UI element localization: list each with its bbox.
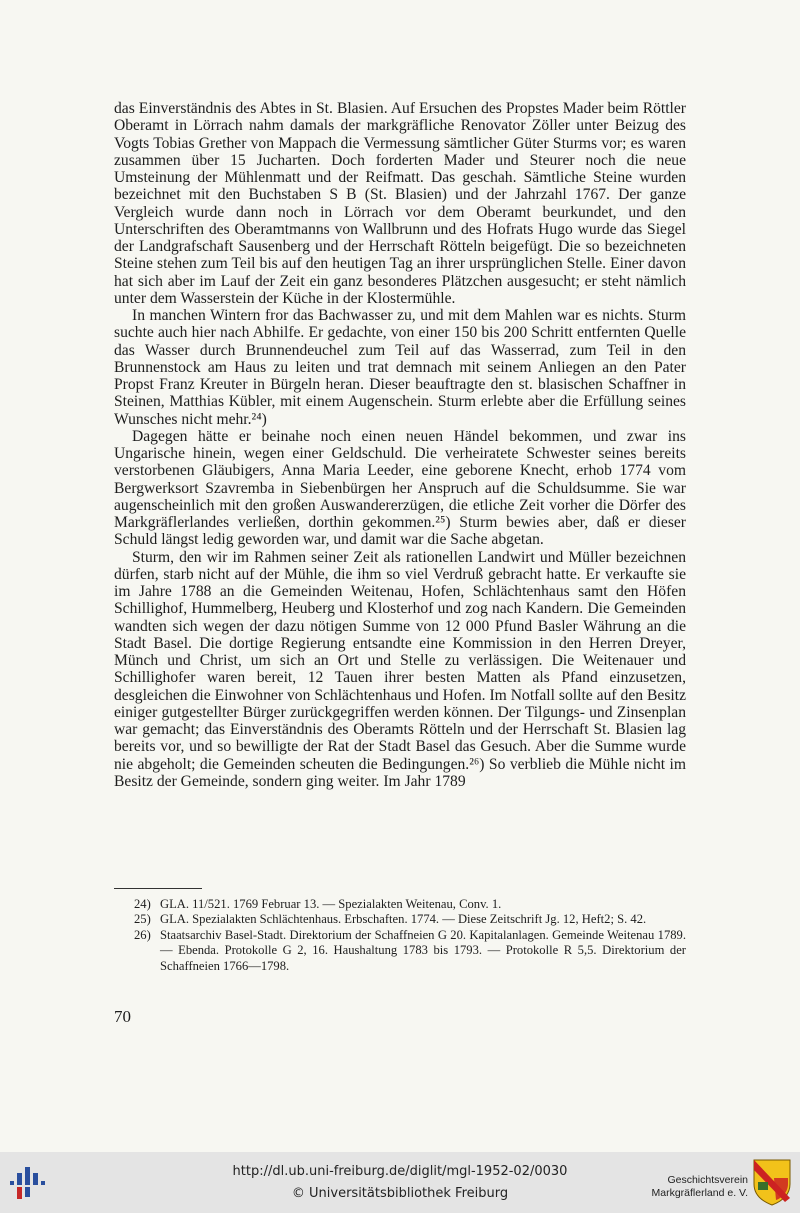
page-number: 70 bbox=[114, 1007, 131, 1026]
footnotes bbox=[134, 897, 686, 974]
society-name-line1: Geschichtsverein bbox=[667, 1174, 748, 1186]
footnote-divider bbox=[114, 888, 202, 889]
footnote-text: GLA. 11/521. 1769 Februar 13. — Spezialakten Weitenau, Conv. 1. bbox=[160, 897, 502, 911]
body-text bbox=[114, 100, 686, 790]
society-name-line2: Markgräflerland e. V. bbox=[651, 1187, 748, 1199]
coat-of-arms-icon[interactable] bbox=[752, 1158, 792, 1206]
footnote-25 bbox=[134, 912, 686, 927]
footer-copyright: © Universitätsbibliothek Freiburg bbox=[291, 1186, 509, 1201]
footnote-text: Staatsarchiv Basel-Stadt. Direktorium der Schaffneien G 20. Kapitalanlagen. Gemeinde Weitenau 1789. — Ebenda. Protokolle G 2, 16. Haushaltung 1783 bis 1793. — Protokolle R 5,5. Direktorium der Schaffneien 1766—1798. bbox=[160, 927, 686, 973]
footnote-number: 24) bbox=[134, 897, 151, 911]
paragraph-4: Sturm, den wir im Rahmen seiner Zeit als rationellen Landwirt und Müller bezeichnen dürfen, starb nicht auf der Mühle, die ihm so viel Verdruß gebracht hatte. Er verkaufte sie im Jahre 1788 an die Gemeinden Weitenau, Hofen, Schlächtenhaus samt den Höfen Schillighof, Hummelberg, Heuberg und Klosterhof und zog nach Kandern. Die Gemeinden wandten sich wegen der dazu nötigen Summe von 12 000 Pfund Basler Währung an die Stadt Basel. Die dortige Regierung entsandte eine Kommission in den Herren Dreyer, Münch und Christ, um sich an Ort und Stelle zu verlässigen. Die Weitenauer und Schillighofer waren bereit, 12 Tauen ihrer besten Matten als Pfand einzusetzen, desgleichen die Einwohner von Schlächtenhaus und Hofen. Im Notfall sollte auf den Besitz einiger gutgestellter Bürger zurückgegriffen werden können. Der Tilgungs- und Zinsenplan war gemacht; das Einverständnis des Oberamts Rötteln und der Herrschaft St. Blasien lag bereits vor, und so bewilligte der Rat der Stadt Basel das Gesuch. Aber die Summe wurde nie abgeholt; die Gemeinden scheuten die Bedingungen.²⁶) So verblieb die Mühle nicht im Besitz der Gemeinde, sondern ging weiter. Im Jahr 1789 bbox=[114, 548, 686, 790]
footnote-26 bbox=[134, 928, 686, 974]
paragraph-2: In manchen Wintern fror das Bachwasser zu, und mit dem Mahlen war es nichts. Sturm suchte auch hier nach Abhilfe. Er gedachte, von einer 150 bis 200 Schritt entfernten Quelle das Wasser durch Brunnendeuchel zum Teil auf das Wasserrad, zum Teil in den Brunnenstock am Haus zu leiten und trat demnach mit seinem Anliegen an den Pater Propst Franz Kreuter in Bürgeln heran. Dieser beauftragte den st. blasischen Schaffner in Steinen, Matthias Kübler, mit einem Augenschein. Sturm erlebte aber die Erfüllung seines Wunsches nicht mehr.²⁴) bbox=[114, 307, 686, 428]
society-name[interactable] bbox=[600, 1174, 748, 1200]
paragraph-3: Dagegen hätte er beinahe noch einen neuen Händel bekommen, und zwar ins Ungarische hinein, wegen einer Geldschuld. Die verheiratete Schwester seines bereits verstorbenen Gläubigers, Anna Maria Leeder, eine geborene Knecht, erhob 1774 vom Bergwerksort Szavremba in Siebenbürgen her Anspruch auf die Schuldsumme. Sie war augenscheinlich mit den großen Auswandererzügen, die etliche Zeit vorher die Dörfer des Markgräflerlandes verließen, dorthin gekommen.²⁵) Sturm bewies aber, daß er dieser Schuld längst ledig geworden war, und damit war die Sache abgetan. bbox=[114, 427, 686, 549]
footer-url-link[interactable]: http://dl.ub.uni-freiburg.de/diglit/mgl-1952-02/0030 bbox=[232, 1164, 568, 1179]
footnote-24 bbox=[134, 897, 686, 912]
footer-bar bbox=[0, 1152, 800, 1213]
footnote-number: 26) bbox=[134, 927, 151, 942]
paragraph-1: das Einverständnis des Abtes in St. Blasien. Auf Ersuchen des Propstes Mader beim Röttler Oberamt in Lörrach nahm damals der markgräfliche Renovator Zöller unter Beizug des Vogts Tobias Grether von Mappach die Vermessung sämtlicher Güter Sturms vor; es waren zusammen über 15 Jucharten. Doch forderten Mader und Steurer noch die neue Umsteinung der Mühlenmatt und der Reifmatt. Das geschah. Sämtliche Steine wurden bezeichnet mit den Buchstaben S B (St. Blasien) und der Jahrzahl 1767. Der ganze Vergleich wurde dann noch in Lörrach vor dem Oberamt beurkundet, und den Unterschriften des Oberamtmanns von Wallbrunn und des Hofrats Hugo wurde das Siegel der Landgrafschaft Sausenberg und der Herrschaft Rötteln beigefügt. Die so bezeichneten Steine stehen zum Teil bis auf den heutigen Tag an ihrer ursprünglichen Stelle. Einer davon hat sich aber im Lauf der Zeit ein ganz besonderes Plätzchen ausgesucht; er steht nämlich unter dem Wasserstein der Küche in der Klostermühle. bbox=[114, 100, 686, 307]
footnote-number: 25) bbox=[134, 912, 151, 927]
footnote-text: GLA. Spezialakten Schlächtenhaus. Erbschaften. 1774. — Diese Zeitschrift Jg. 12, Heft2; S. 42. bbox=[160, 912, 647, 927]
